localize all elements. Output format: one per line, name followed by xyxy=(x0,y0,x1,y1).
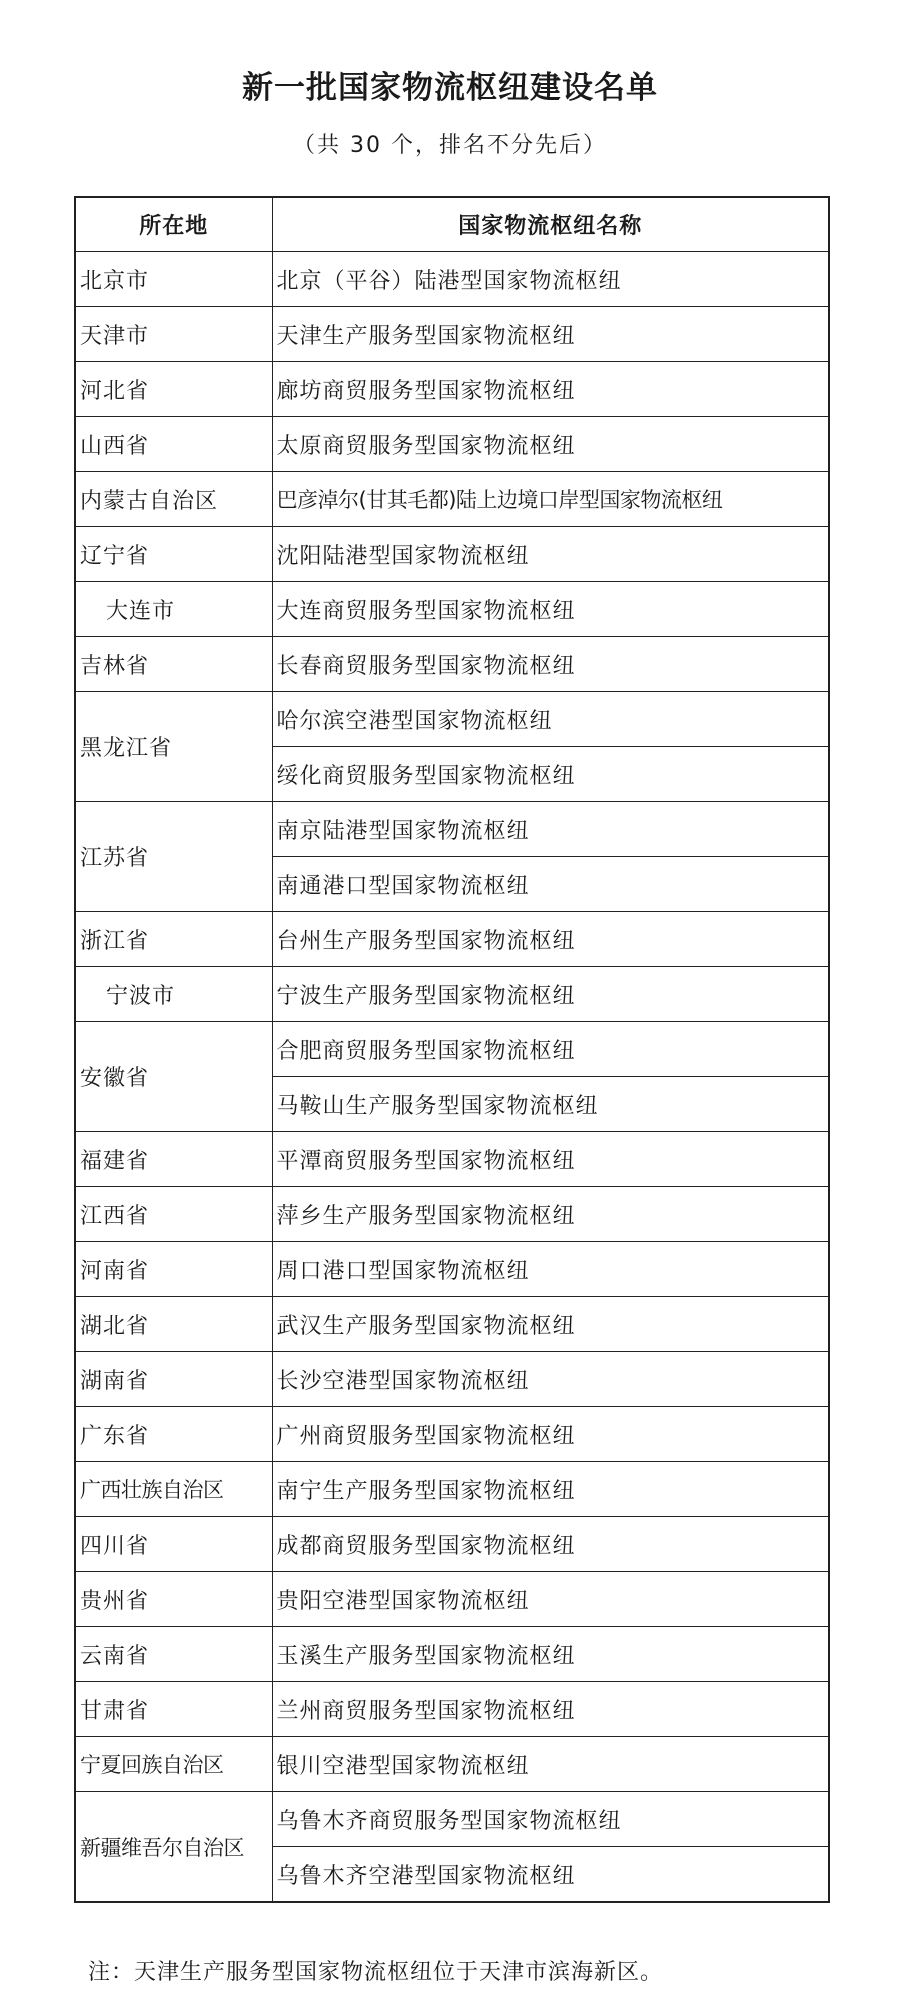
table-row xyxy=(75,1022,829,1077)
hub-name-cell: 兰州商贸服务型国家物流枢纽 xyxy=(272,1682,829,1737)
hub-name-cell: 哈尔滨空港型国家物流枢纽 xyxy=(272,692,829,747)
table-row xyxy=(75,967,829,1022)
table-row xyxy=(75,1627,829,1682)
location-cell: 安徽省 xyxy=(75,1022,272,1132)
hub-name-cell: 玉溪生产服务型国家物流枢纽 xyxy=(272,1627,829,1682)
location-cell: 广东省 xyxy=(75,1407,272,1462)
logistics-hub-table xyxy=(74,196,830,1903)
hub-name-cell: 贵阳空港型国家物流枢纽 xyxy=(272,1572,829,1627)
table-row xyxy=(75,307,829,362)
location-cell: 宁夏回族自治区 xyxy=(75,1737,272,1792)
location-cell: 云南省 xyxy=(75,1627,272,1682)
location-cell: 内蒙古自治区 xyxy=(75,472,272,527)
table-row xyxy=(75,1682,829,1737)
table-row xyxy=(75,1132,829,1187)
location-cell: 天津市 xyxy=(75,307,272,362)
table-row xyxy=(75,1297,829,1352)
hub-name-cell: 萍乡生产服务型国家物流枢纽 xyxy=(272,1187,829,1242)
hub-name-cell: 平潭商贸服务型国家物流枢纽 xyxy=(272,1132,829,1187)
location-cell: 四川省 xyxy=(75,1517,272,1572)
hub-name-cell: 北京（平谷）陆港型国家物流枢纽 xyxy=(272,252,829,307)
hub-name-cell: 南京陆港型国家物流枢纽 xyxy=(272,802,829,857)
table-row xyxy=(75,692,829,747)
table-row xyxy=(75,637,829,692)
location-cell: 浙江省 xyxy=(75,912,272,967)
hub-name-cell: 长沙空港型国家物流枢纽 xyxy=(272,1352,829,1407)
table-row xyxy=(75,472,829,527)
hub-name-cell: 广州商贸服务型国家物流枢纽 xyxy=(272,1407,829,1462)
table-row xyxy=(75,582,829,637)
hub-name-cell: 大连商贸服务型国家物流枢纽 xyxy=(272,582,829,637)
hub-name-cell: 马鞍山生产服务型国家物流枢纽 xyxy=(272,1077,829,1132)
table-row xyxy=(75,1352,829,1407)
table-row xyxy=(75,1187,829,1242)
hub-name-cell: 台州生产服务型国家物流枢纽 xyxy=(272,912,829,967)
location-cell: 河北省 xyxy=(75,362,272,417)
header-hub-name: 国家物流枢纽名称 xyxy=(272,197,829,252)
hub-name-cell: 南通港口型国家物流枢纽 xyxy=(272,857,829,912)
location-cell: 江苏省 xyxy=(75,802,272,912)
location-cell: 吉林省 xyxy=(75,637,272,692)
hub-name-cell: 绥化商贸服务型国家物流枢纽 xyxy=(272,747,829,802)
location-cell: 辽宁省 xyxy=(75,527,272,582)
table-row xyxy=(75,1572,829,1627)
hub-name-cell: 武汉生产服务型国家物流枢纽 xyxy=(272,1297,829,1352)
location-cell: 北京市 xyxy=(75,252,272,307)
hub-name-cell: 沈阳陆港型国家物流枢纽 xyxy=(272,527,829,582)
location-cell: 新疆维吾尔自治区 xyxy=(75,1792,272,1903)
hub-name-cell: 乌鲁木齐空港型国家物流枢纽 xyxy=(272,1847,829,1903)
location-cell: 广西壮族自治区 xyxy=(75,1462,272,1517)
location-cell: 河南省 xyxy=(75,1242,272,1297)
location-cell: 甘肃省 xyxy=(75,1682,272,1737)
table-row xyxy=(75,1517,829,1572)
table-row xyxy=(75,1407,829,1462)
location-cell: 贵州省 xyxy=(75,1572,272,1627)
hub-name-cell: 天津生产服务型国家物流枢纽 xyxy=(272,307,829,362)
header-location: 所在地 xyxy=(75,197,272,252)
table-row xyxy=(75,362,829,417)
table-body xyxy=(75,252,829,1903)
hub-name-cell: 廊坊商贸服务型国家物流枢纽 xyxy=(272,362,829,417)
hub-name-cell: 宁波生产服务型国家物流枢纽 xyxy=(272,967,829,1022)
hub-name-cell: 巴彦淖尔(甘其毛都)陆上边境口岸型国家物流枢纽 xyxy=(272,472,829,527)
location-cell: 福建省 xyxy=(75,1132,272,1187)
location-cell: 山西省 xyxy=(75,417,272,472)
hub-name-cell: 太原商贸服务型国家物流枢纽 xyxy=(272,417,829,472)
table-row xyxy=(75,1242,829,1297)
table-row xyxy=(75,1462,829,1517)
location-cell: 宁波市 xyxy=(75,967,272,1022)
hub-name-cell: 乌鲁木齐商贸服务型国家物流枢纽 xyxy=(272,1792,829,1847)
hub-name-cell: 成都商贸服务型国家物流枢纽 xyxy=(272,1517,829,1572)
table-row xyxy=(75,417,829,472)
table-header-row xyxy=(75,197,829,252)
location-cell: 黑龙江省 xyxy=(75,692,272,802)
location-cell: 湖北省 xyxy=(75,1297,272,1352)
hub-name-cell: 银川空港型国家物流枢纽 xyxy=(272,1737,829,1792)
hub-name-cell: 周口港口型国家物流枢纽 xyxy=(272,1242,829,1297)
footnote: 注：天津生产服务型国家物流枢纽位于天津市滨海新区。 xyxy=(88,1960,664,1985)
location-cell: 江西省 xyxy=(75,1187,272,1242)
hub-name-cell: 合肥商贸服务型国家物流枢纽 xyxy=(272,1022,829,1077)
table-row xyxy=(75,1792,829,1847)
table-row xyxy=(75,802,829,857)
hub-name-cell: 长春商贸服务型国家物流枢纽 xyxy=(272,637,829,692)
page-subtitle: （共 30 个，排名不分先后） xyxy=(293,133,607,158)
hub-name-cell: 南宁生产服务型国家物流枢纽 xyxy=(272,1462,829,1517)
location-cell: 湖南省 xyxy=(75,1352,272,1407)
table-row xyxy=(75,912,829,967)
table-row xyxy=(75,252,829,307)
table-row xyxy=(75,1737,829,1792)
table-row xyxy=(75,527,829,582)
location-cell: 大连市 xyxy=(75,582,272,637)
page-title: 新一批国家物流枢纽建设名单 xyxy=(242,70,658,106)
